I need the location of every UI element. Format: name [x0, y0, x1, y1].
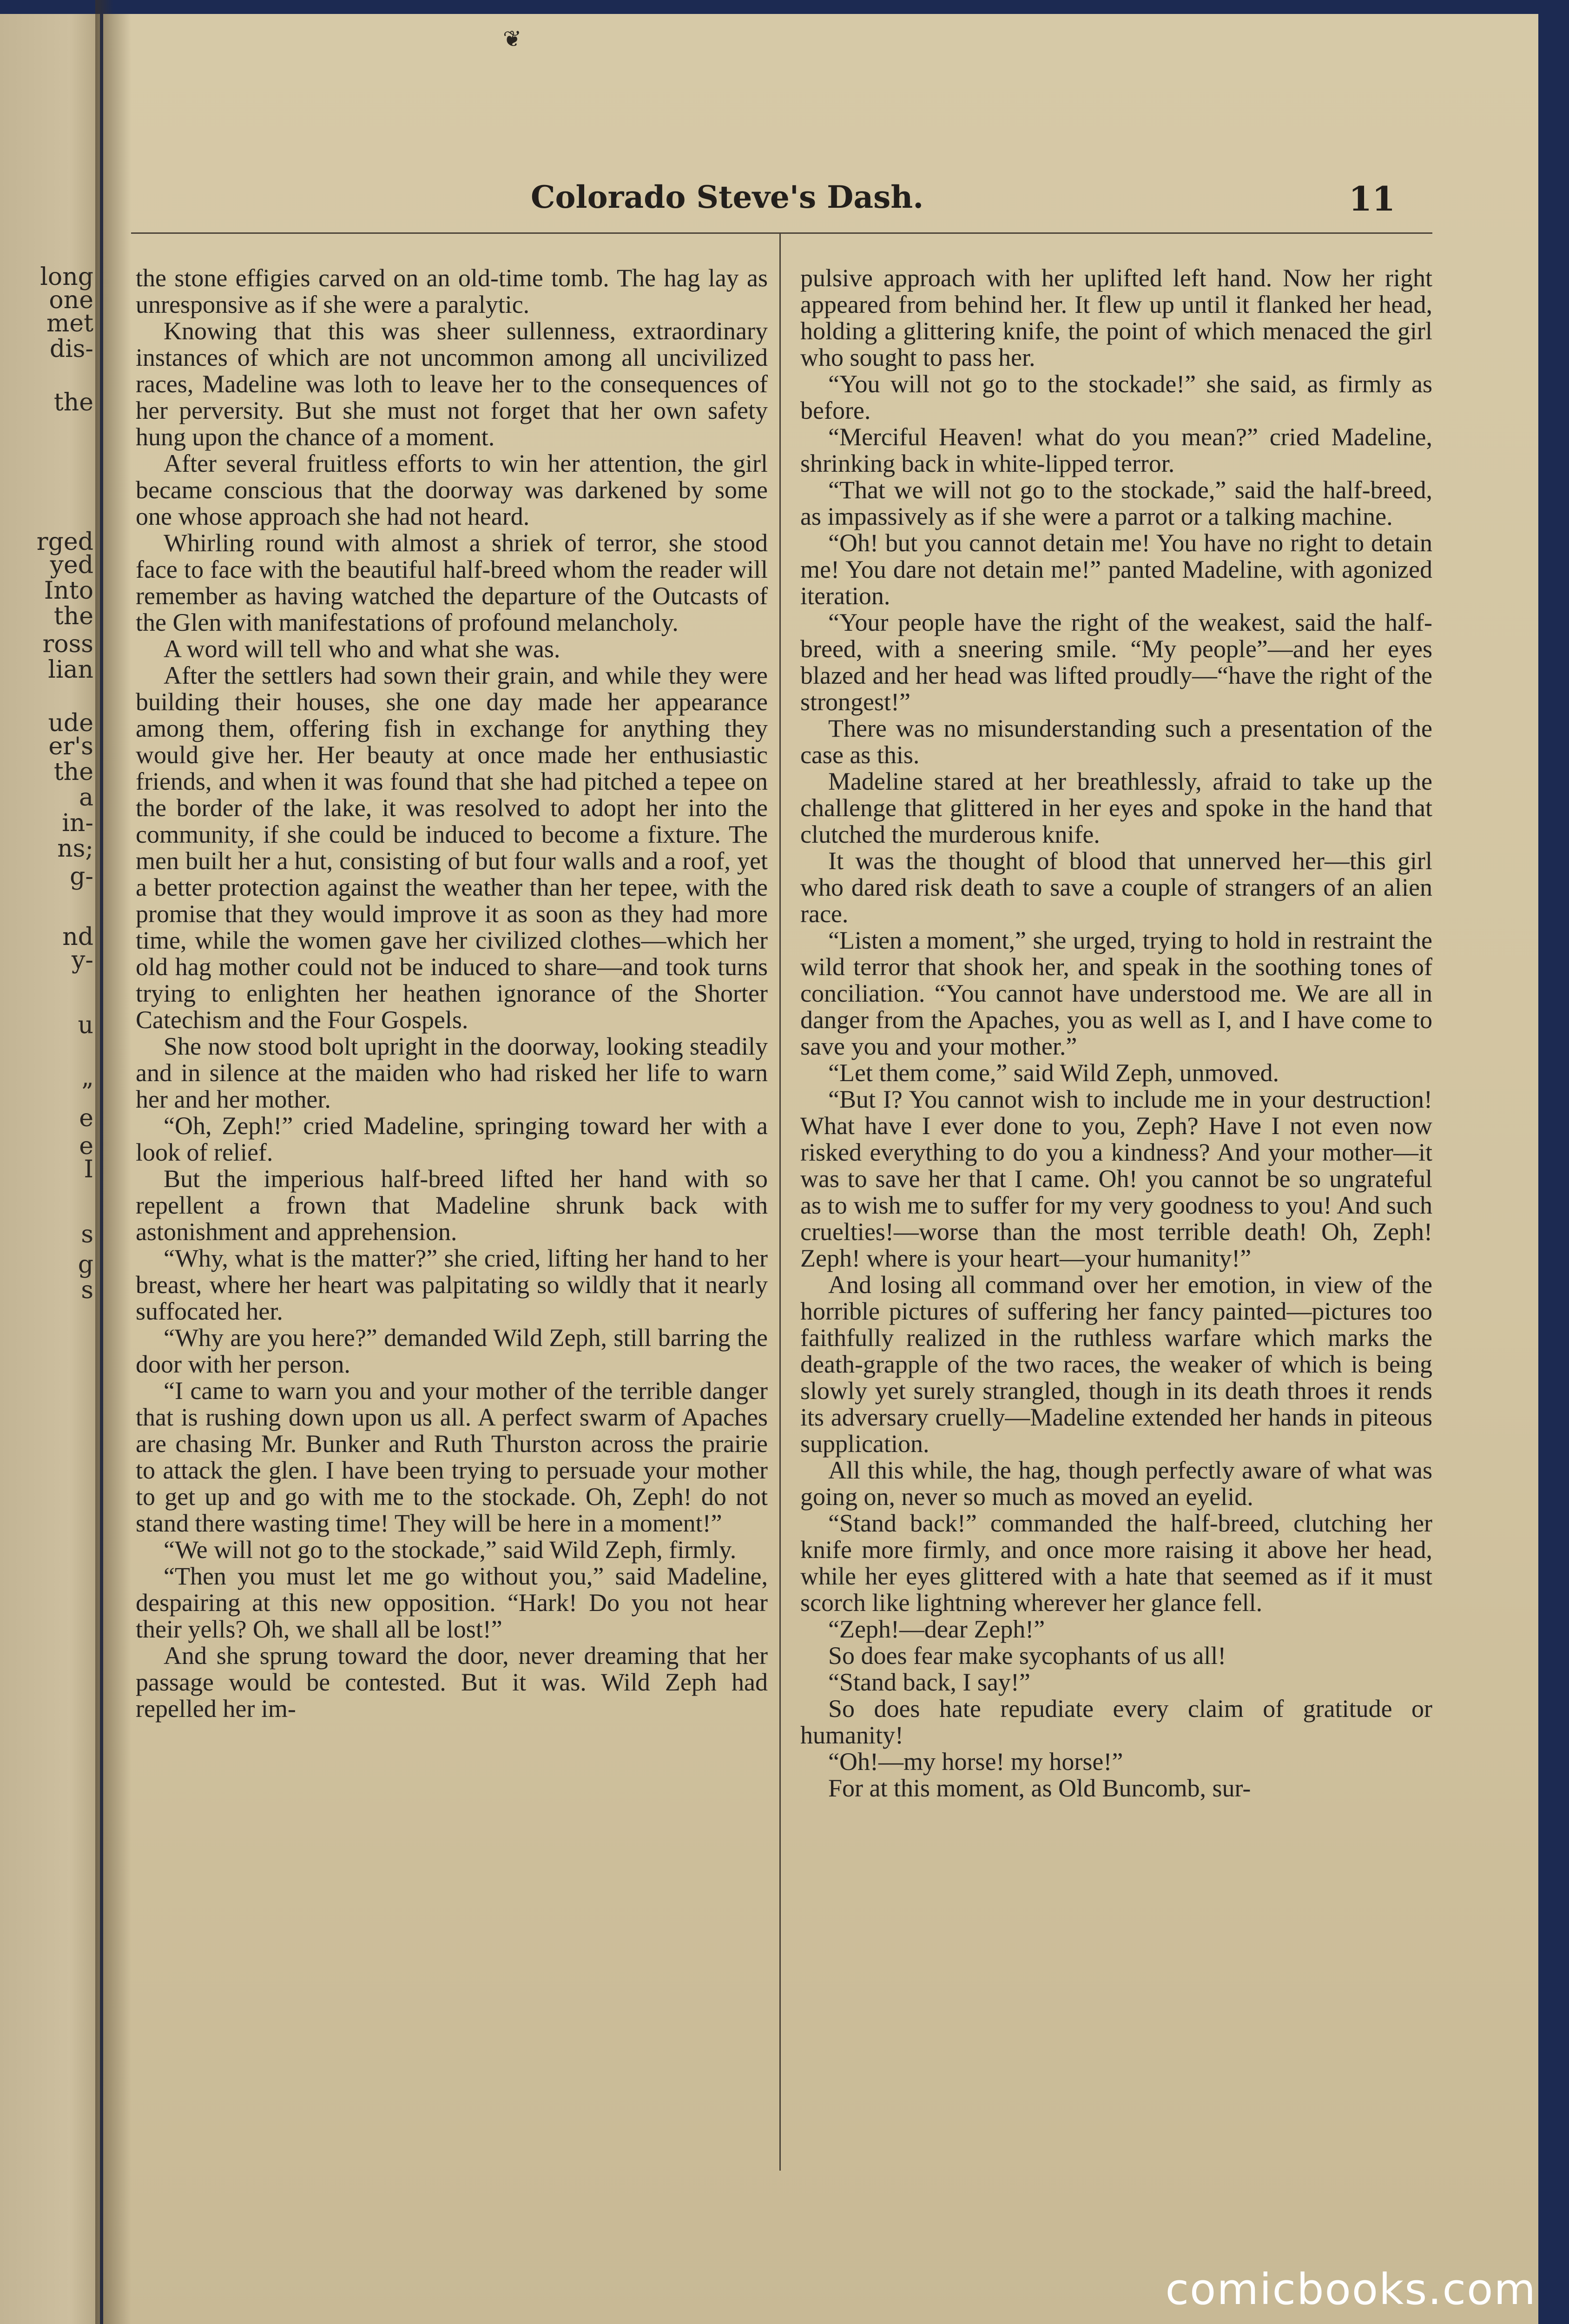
previous-page-fragment: nd [62, 923, 93, 951]
paragraph: She now stood bolt upright in the doorway, looking steadily and in silence at the maiden who had risked her life to warn her and her mother. [136, 1032, 768, 1113]
previous-page-fragment: e [79, 1104, 93, 1132]
previous-page-fragment: ross [42, 630, 93, 658]
previous-page-fragment: a [79, 784, 93, 812]
previous-page-fragment: long [40, 263, 93, 291]
paragraph: After several fruitless efforts to win her attention, the girl became conscious that the doorway was darkened by some one whose approach she had not heard. [136, 449, 768, 530]
previous-page-fragment: in- [62, 809, 93, 837]
paragraph: “Your people have the right of the weakest, said the half-breed, with a sneering smile. “My people”—and her eyes blazed and her head was lifted proudly—“have the right of the strongest!” [800, 608, 1432, 716]
paragraph: “Then you must let me go without you,” said Madeline, despairing at this new opposition. “Hark! Do you not hear their yells? Oh, we shall all be lost!” [136, 1562, 768, 1643]
paragraph: For at this moment, as Old Buncomb, sur- [828, 1774, 1251, 1802]
paragraph: All this while, the hag, though perfectly aware of what was going on, never so much as moved an eyelid. [800, 1456, 1432, 1511]
previous-page-fragment: lian [48, 656, 93, 684]
paragraph: “Oh!—my horse! my horse!” [828, 1748, 1123, 1776]
paragraph: the stone effigies carved on an old-time tomb. The hag lay as unresponsive as if she were a paralytic. [136, 264, 768, 318]
paragraph: “Let them come,” said Wild Zeph, unmoved. [828, 1059, 1279, 1087]
previous-page-fragment: ” [81, 1079, 93, 1107]
previous-page-fragment: er's [48, 733, 93, 760]
paragraph: “Merciful Heaven! what do you mean?” cried Madeline, shrinking back in white-lipped terror. [800, 423, 1432, 477]
previous-page-fragment: g- [70, 863, 93, 891]
paragraph: “I came to warn you and your mother of the terrible danger that is rushing down upon us all. A perfect swarm of Apaches are chasing Mr. Bunker and Ruth Thurston across the prairie to attack the glen. I have been trying to persuade your mother to get up and go with me to the stockade. Oh, Zeph! do not stand there wasting time! They will be here in a moment!” [136, 1377, 768, 1537]
paragraph: pulsive approach with her uplifted left hand. Now her right appeared from behind her. It flew up until it flanked her head, holding a glittering knife, the point of which menaced the girl who sought to pass her. [800, 264, 1432, 371]
page-number: 11 [1349, 179, 1396, 218]
paragraph: After the settlers had sown their grain, and while they were building their houses, she one day made her appearance among them, offering fish in exchange for anything they would give her. Her beauty at once made her enthusiastic friends, and when it was found that she had pitched a tepee on the border of the lake, it was resolved to adopt her into the community, if she could be induced to become a fixture. The men built her a hut, consisting of but four walls and a roof, yet a better protection against the weather than her tepee, with the promise that they would improve it as soon as they had more time, while the women gave her civilized clothes—which her old hag mother could not be induced to share—and took turns trying to enlighten her heathen ignorance of the Shorter Catechism and the Four Gospels. [136, 661, 768, 1034]
previous-page-edge [0, 14, 100, 2324]
ink-ornament-icon: ❦ [503, 26, 522, 52]
paragraph: And losing all command over her emotion, in view of the horrible pictures of suffering her fancy painted—pictures too faithfully realized in the ruthless warfare which marks the death-grapple of the two races, the weaker of which is being slowly yet surely strangled, though in its death throes it rends its adversary cruelly—Madeline extended her hands in piteous supplication. [800, 1271, 1432, 1458]
paragraph: “Oh! but you cannot detain me! You have no right to detain me! You dare not detain me!” panted Madeline, with agonized iteration. [800, 529, 1432, 610]
previous-page-fragment: ns; [57, 835, 93, 863]
paragraph: “Listen a moment,” she urged, trying to hold in restraint the wild terror that shook her, and speak in the soothing tones of conciliation. “You cannot have understood me. We are all in danger from the Apaches, you as well as I, and I have come to save you and your mother.” [800, 926, 1432, 1060]
page-edge-shadow [103, 14, 131, 2324]
previous-page-fragment: dis- [49, 335, 93, 363]
previous-page-fragment: the [53, 602, 93, 630]
previous-page-fragment: g [78, 1251, 93, 1279]
paragraph: “We will not go to the stockade,” said Wild Zeph, firmly. [164, 1536, 737, 1564]
paragraph: “But I? You cannot wish to include me in your destruction! What have I ever done to you, Zeph? Have I not even now risked everything to do you a kindness? And your mother—it was to save her that I came. Oh! you cannot be so ungrateful as to wish me to suffer for my very goodness to you! And such cruelties!—worse than the most terrible death! Oh, Zeph! Zeph! where is your heart—your humanity!” [800, 1085, 1432, 1272]
previous-page-fragment: rged [36, 528, 93, 556]
right-column [800, 265, 1432, 1802]
previous-page-fragment: u [78, 1011, 93, 1039]
paragraph: “Zeph!—dear Zeph!” [828, 1615, 1045, 1643]
previous-page-fragment: yed [50, 551, 93, 579]
column-rule [779, 232, 781, 2171]
paragraph: “That we will not go to the stockade,” said the half-breed, as impassively as if she were a parrot or a talking machine. [800, 476, 1432, 530]
paragraph: “Why, what is the matter?” she cried, lifting her hand to her breast, where her heart was palpitating so wildly that it nearly suffocated her. [136, 1244, 768, 1325]
previous-page-fragment: e [79, 1132, 93, 1160]
paragraph: “Oh, Zeph!” cried Madeline, springing toward her with a look of relief. [136, 1112, 768, 1166]
paragraph: It was the thought of blood that unnerved her—this girl who dared risk death to save a couple of strangers of an alien race. [800, 847, 1432, 928]
page [103, 14, 1538, 2324]
paragraph: “You will not go to the stockade!” she said, as firmly as before. [800, 370, 1432, 424]
previous-page-fragment: s [81, 1221, 93, 1248]
running-title: Colorado Steve's Dash. [531, 179, 924, 215]
previous-page-fragment: met [46, 310, 93, 337]
left-column [136, 265, 768, 1722]
previous-page-fragment: one [49, 286, 93, 314]
previous-page-fragment: y- [72, 946, 93, 974]
previous-page-fragment: I [84, 1155, 93, 1183]
header-rule [131, 232, 1432, 234]
watermark: comicbooks.com [1165, 2265, 1536, 2314]
paragraph: But the imperious half-breed lifted her hand with so repellent a frown that Madeline shrunk back with astonishment and apprehension. [136, 1165, 768, 1246]
paragraph: So does fear make sycophants of us all! [828, 1642, 1226, 1670]
paragraph: Knowing that this was sheer sullenness, extraordinary instances of which are not uncommon among all uncivilized races, Madeline was loth to leave her to the consequences of her perversity. But she must not forget that her own safety hung upon the chance of a moment. [136, 317, 768, 451]
previous-page-fragment: the [53, 389, 93, 416]
previous-page-fragment: s [81, 1276, 93, 1304]
previous-page-fragment: ude [48, 709, 93, 737]
paragraph: Whirling round with almost a shriek of terror, she stood face to face with the beautiful half-breed whom the reader will remember as having watched the departure of the Outcasts of the Glen with manifestations of profound melancholy. [136, 529, 768, 636]
paragraph: “Why are you here?” demanded Wild Zeph, still barring the door with her person. [136, 1324, 768, 1378]
paragraph: “Stand back, I say!” [828, 1668, 1030, 1696]
previous-page-fragment: the [53, 758, 93, 786]
paragraph: Madeline stared at her breathlessly, afraid to take up the challenge that glittered in her eyes and spoke in the hand that clutched the murderous knife. [800, 767, 1432, 848]
paragraph: A word will tell who and what she was. [164, 635, 560, 663]
paragraph: So does hate repudiate every claim of gratitude or humanity! [800, 1695, 1432, 1749]
previous-page-fragment: Into [44, 577, 93, 605]
paragraph: And she sprung toward the door, never dreaming that her passage would be contested. But it was. Wild Zeph had repelled her im- [136, 1642, 768, 1723]
paragraph: There was no misunderstanding such a presentation of the case as this. [800, 714, 1432, 769]
paragraph: “Stand back!” commanded the half-breed, clutching her knife more firmly, and once more raising it above her head, while her eyes glittered with a hate that seemed as if it must scorch like lightning wherever her glance fell. [800, 1509, 1432, 1617]
